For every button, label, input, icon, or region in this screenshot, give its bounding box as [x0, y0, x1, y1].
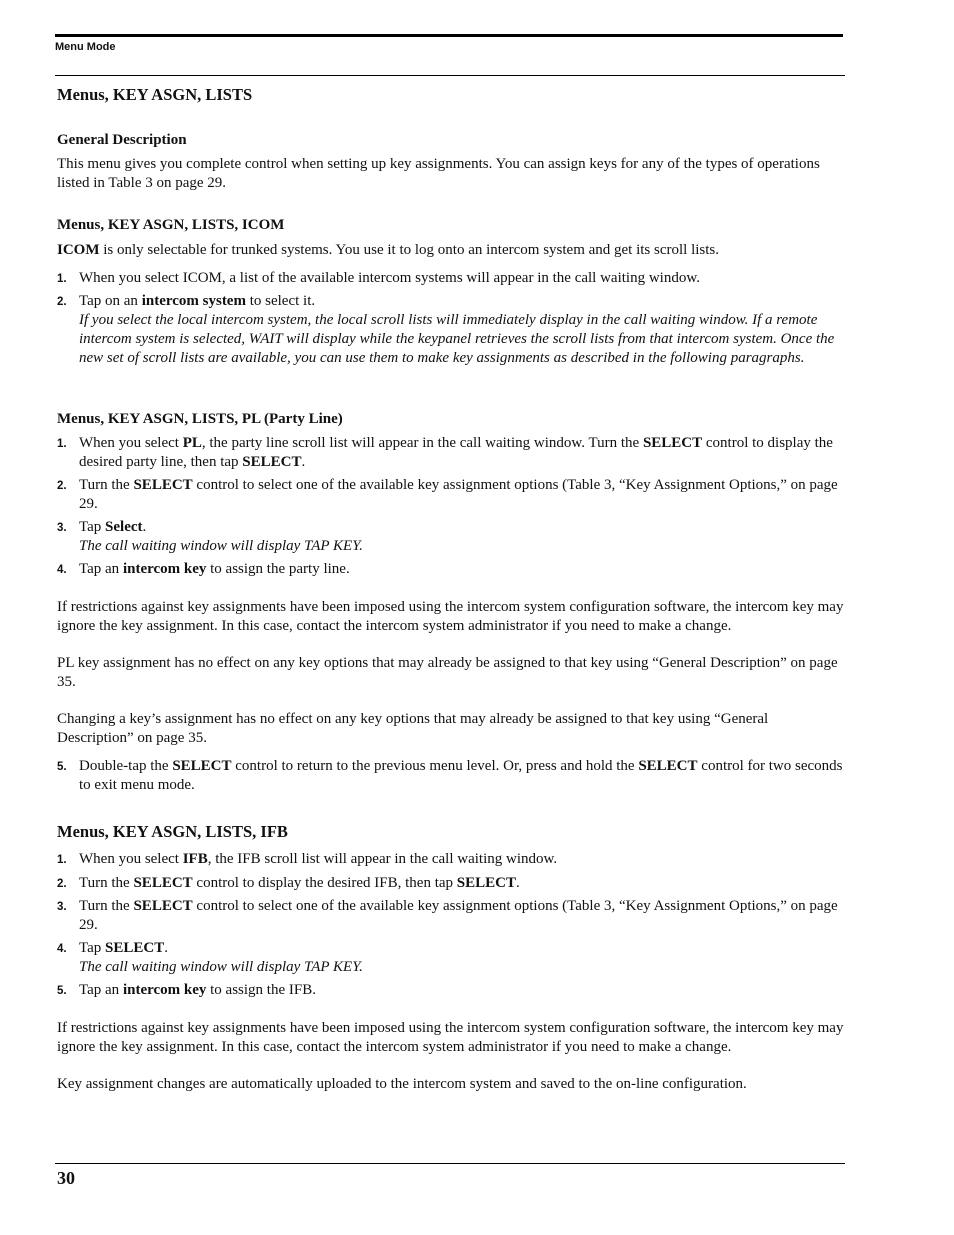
- pl-step-3: Tap Select. The call waiting window will display TAP KEY.: [79, 518, 847, 556]
- step-number: 4.: [57, 943, 67, 955]
- ifb-step-4-note: The call waiting window will display TAP KEY.: [79, 959, 363, 975]
- icom-step-2: Tap on an intercom system to select it. If you select the local intercom system, the local scroll lists will immediately display in the call waiting window. If a remote intercom system is selected, WAIT will display while the keypanel retrieves the scroll lists from that intercom system. Once the new set of scroll lists are available, you can use them to make key assignments as described in the following paragraphs.: [79, 292, 847, 368]
- step-number: 3.: [57, 522, 67, 534]
- ifb-step-2: Turn the SELECT control to display the desired IFB, then tap SELECT.: [79, 875, 520, 891]
- step-number: 2.: [57, 878, 67, 890]
- footer-divider: [55, 1163, 845, 1164]
- ifb-heading: Menus, KEY ASGN, LISTS, IFB: [57, 822, 288, 841]
- step-number: 3.: [57, 901, 67, 913]
- icom-intro: ICOM is only selectable for trunked systems. You use it to log onto an intercom system and get its scroll lists.: [57, 242, 720, 258]
- ifb-step-1: When you select IFB, the IFB scroll list will appear in the call waiting window.: [79, 851, 558, 867]
- icom-step-2-note: If you select the local intercom system, the local scroll lists will immediately display in the call waiting window. If a remote intercom system is selected, WAIT will display while the keypanel retrieves the scroll lists from that intercom system. Once the new set of scroll lists are available, you can use them to make key assignments as described in the following paragraphs.: [79, 312, 835, 366]
- pl-step-4: Tap an intercom key to assign the party line.: [79, 561, 350, 577]
- step-number: 2.: [57, 480, 67, 492]
- page-number: 30: [57, 1168, 75, 1188]
- general-heading: General Description: [57, 132, 187, 148]
- step-number: 2.: [57, 296, 67, 308]
- pl-heading: Menus, KEY ASGN, LISTS, PL (Party Line): [57, 411, 343, 427]
- step-number: 5.: [57, 985, 67, 997]
- ifb-step-3: Turn the SELECT control to select one of the available key assignment options (Table 3, “Key Assignment Options,” on page 29.: [79, 898, 838, 933]
- pl-paragraph-1: If restrictions against key assignments have been imposed using the intercom system configuration software, the intercom key may ignore the key assignment. In this case, contact the intercom system administrator if you need to make a change.: [57, 599, 844, 634]
- step-number: 5.: [57, 761, 67, 773]
- header-rule: [55, 34, 843, 37]
- pl-step-1: When you select PL, the party line scroll list will appear in the call waiting window. Turn the SELECT control to display the desired party line, then tap SELECT.: [79, 435, 833, 470]
- ifb-step-5: Tap an intercom key to assign the IFB.: [79, 982, 316, 998]
- step-number: 4.: [57, 564, 67, 576]
- pl-paragraph-2: PL key assignment has no effect on any key options that may already be assigned to that key using “General Description” on page 35.: [57, 655, 838, 690]
- header-divider: [55, 75, 845, 76]
- pl-step-3-note: The call waiting window will display TAP KEY.: [79, 538, 363, 554]
- step-number: 1.: [57, 273, 67, 285]
- pl-step-5: Double-tap the SELECT control to return to the previous menu level. Or, press and hold the SELECT control for two seconds to exit menu mode.: [79, 758, 843, 793]
- running-header: Menu Mode: [55, 41, 116, 53]
- icom-step-1: When you select ICOM, a list of the available intercom systems will appear in the call waiting window.: [79, 270, 700, 286]
- section-title: Menus, KEY ASGN, LISTS: [57, 85, 253, 104]
- ifb-step-4: Tap SELECT. The call waiting window will display TAP KEY.: [79, 939, 847, 977]
- step-number: 1.: [57, 854, 67, 866]
- pl-paragraph-3: Changing a key’s assignment has no effect on any key options that may already be assigned to that key using “General Description” on page 35.: [57, 711, 769, 746]
- step-number: 1.: [57, 438, 67, 450]
- general-text: This menu gives you complete control when setting up key assignments. You can assign keys for any of the types of operations listed in Table 3 on page 29.: [57, 156, 820, 191]
- ifb-paragraph-1: If restrictions against key assignments have been imposed using the intercom system configuration software, the intercom key may ignore the key assignment. In this case, contact the intercom system administrator if you need to make a change.: [57, 1020, 844, 1055]
- ifb-paragraph-2: Key assignment changes are automatically uploaded to the intercom system and saved to the on-line configuration.: [57, 1076, 747, 1092]
- icom-heading: Menus, KEY ASGN, LISTS, ICOM: [57, 217, 285, 233]
- pl-step-2: Turn the SELECT control to select one of the available key assignment options (Table 3, “Key Assignment Options,” on page 29.: [79, 477, 838, 512]
